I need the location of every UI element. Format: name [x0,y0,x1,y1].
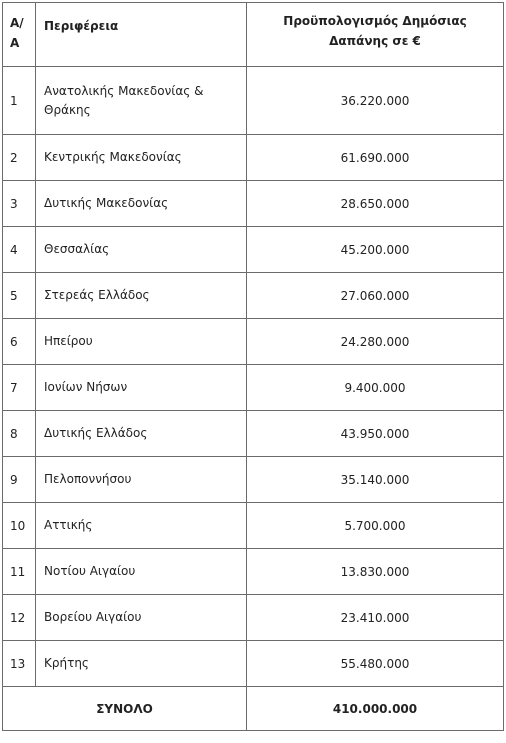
row-amount: 23.410.000 [247,595,504,641]
table-row [3,67,504,135]
row-region: Κρήτης [36,641,247,687]
table-row [3,227,504,273]
row-region: Ιονίων Νήσων [36,365,247,411]
row-amount: 55.480.000 [247,641,504,687]
row-region: Βορείου Αιγαίου [36,595,247,641]
row-amount: 61.690.000 [247,135,504,181]
table-row [3,549,504,595]
row-number: 9 [3,457,36,503]
total-amount: 410.000.000 [247,687,504,731]
table-row [3,503,504,549]
row-region: Κεντρικής Μακεδονίας [36,135,247,181]
row-region: Δυτικής Μακεδονίας [36,181,247,227]
row-number: 10 [3,503,36,549]
row-amount: 45.200.000 [247,227,504,273]
row-region: Νοτίου Αιγαίου [36,549,247,595]
table-row [3,457,504,503]
table-row [3,273,504,319]
table-row [3,411,504,457]
row-amount: 36.220.000 [247,67,504,135]
budget-table [2,2,504,731]
row-number: 8 [3,411,36,457]
row-amount: 35.140.000 [247,457,504,503]
row-amount: 24.280.000 [247,319,504,365]
row-number: 7 [3,365,36,411]
row-region: Αττικής [36,503,247,549]
row-number: 6 [3,319,36,365]
row-region: Ανατολικής Μακεδονίας & Θράκης [36,67,247,135]
row-amount: 13.830.000 [247,549,504,595]
row-number: 12 [3,595,36,641]
row-number: 1 [3,67,36,135]
row-amount: 43.950.000 [247,411,504,457]
row-region: Θεσσαλίας [36,227,247,273]
header-region: Περιφέρεια [36,3,247,67]
row-number: 5 [3,273,36,319]
row-amount: 9.400.000 [247,365,504,411]
row-number: 2 [3,135,36,181]
table-row [3,595,504,641]
row-amount: 27.060.000 [247,273,504,319]
table-header-row [3,3,504,67]
table-row [3,319,504,365]
row-number: 4 [3,227,36,273]
header-aa-line1: Α/ [10,16,24,30]
row-region: Στερεάς Ελλάδος [36,273,247,319]
row-amount: 5.700.000 [247,503,504,549]
row-number: 3 [3,181,36,227]
row-amount: 28.650.000 [247,181,504,227]
total-label: ΣΥΝΟΛΟ [3,687,247,731]
table-row [3,181,504,227]
header-aa-line2: Α [10,36,20,50]
header-budget: Προϋπολογισμός Δημόσιας Δαπάνης σε € [247,3,504,67]
table-row [3,365,504,411]
row-region: Πελοποννήσου [36,457,247,503]
table-row [3,135,504,181]
table-row [3,641,504,687]
row-number: 11 [3,549,36,595]
total-row [3,687,504,731]
row-number: 13 [3,641,36,687]
row-region: Δυτικής Ελλάδος [36,411,247,457]
row-region: Ηπείρου [36,319,247,365]
header-aa [3,3,36,67]
